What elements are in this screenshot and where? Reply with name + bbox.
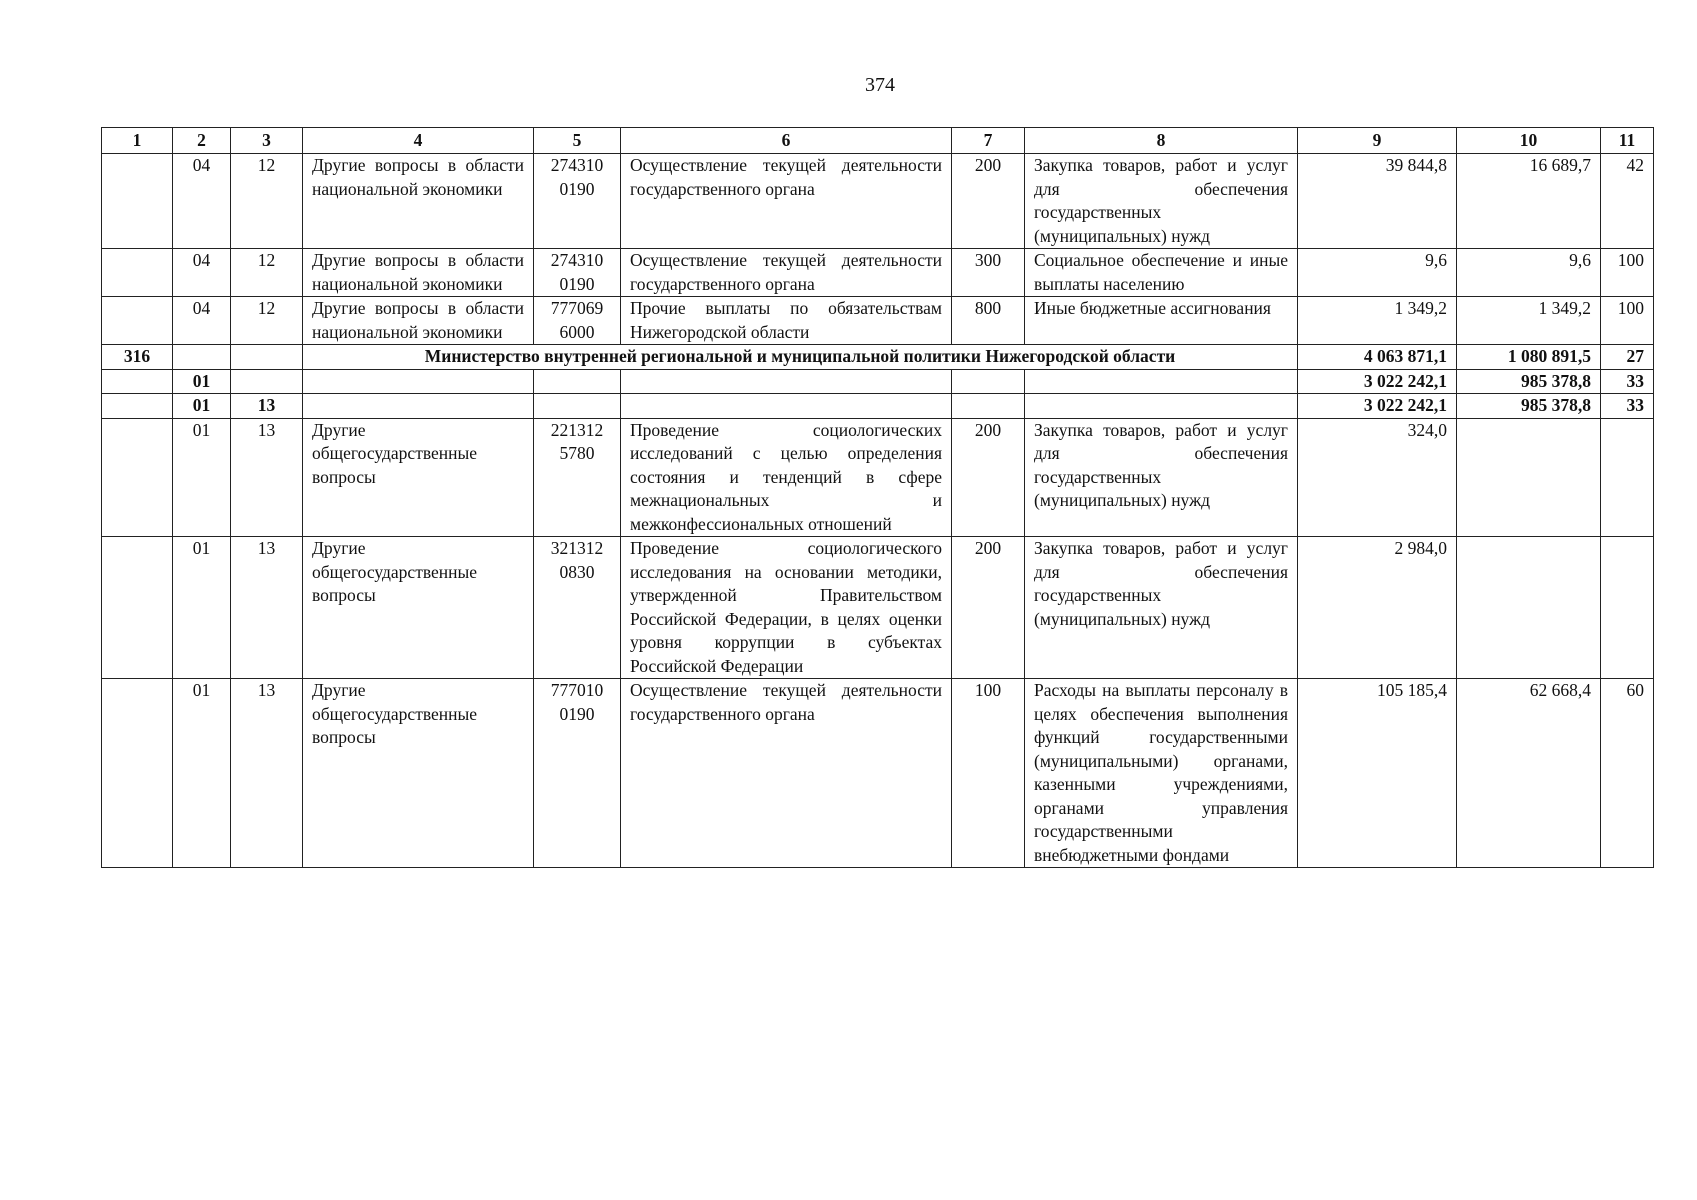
code-part: 0190 bbox=[559, 273, 595, 294]
cell-plan: 3 022 242,1 bbox=[1298, 369, 1457, 394]
code-part: 321312 bbox=[550, 538, 604, 558]
cell-expense-name: Закупка товаров, работ и услуг для обеспечения государственных (муниципальных) нужд bbox=[1025, 418, 1298, 537]
table-row bbox=[102, 418, 1654, 537]
cell-empty bbox=[173, 345, 231, 370]
cell-section: 01 bbox=[173, 369, 231, 394]
cell-section: 04 bbox=[173, 249, 231, 297]
cell-empty bbox=[534, 369, 621, 394]
cell-actual: 985 378,8 bbox=[1457, 369, 1601, 394]
column-header: 5 bbox=[534, 128, 621, 154]
table-row bbox=[102, 249, 1654, 297]
column-header: 1 bbox=[102, 128, 173, 154]
page-number: 374 bbox=[865, 74, 895, 96]
cell-c1 bbox=[102, 418, 173, 537]
cell-target-code bbox=[534, 537, 621, 679]
cell-ministry-code: 316 bbox=[102, 345, 173, 370]
cell-section: 01 bbox=[173, 394, 231, 419]
code-part: 6000 bbox=[559, 321, 595, 342]
cell-expense-code: 200 bbox=[952, 154, 1025, 249]
cell-empty bbox=[1025, 369, 1298, 394]
column-header: 8 bbox=[1025, 128, 1298, 154]
header-row bbox=[102, 128, 1654, 154]
cell-expense-name: Закупка товаров, работ и услуг для обеспечения государственных (муниципальных) нужд bbox=[1025, 154, 1298, 249]
cell-plan: 2 984,0 bbox=[1298, 537, 1457, 679]
cell-section: 01 bbox=[173, 418, 231, 537]
cell-expense-name: Закупка товаров, работ и услуг для обеспечения государственных (муниципальных) нужд bbox=[1025, 537, 1298, 679]
cell-subsection: 13 bbox=[231, 394, 303, 419]
cell-plan: 3 022 242,1 bbox=[1298, 394, 1457, 419]
code-part: 5780 bbox=[559, 443, 595, 463]
budget-table bbox=[101, 127, 1654, 868]
cell-subsection: 12 bbox=[231, 297, 303, 345]
cell-empty bbox=[534, 394, 621, 419]
code-part: 274310 bbox=[550, 155, 604, 175]
code-part: 0190 bbox=[559, 178, 595, 199]
cell-target-name: Прочие выплаты по обязательствам Нижегородской области bbox=[621, 297, 952, 345]
cell-section: 01 bbox=[173, 537, 231, 679]
cell-target-name: Проведение социологического исследования на основании методики, утвержденной Правительством Российской Федерации, в целях оценки уровня коррупции в субъектах Российской Федерации bbox=[621, 537, 952, 679]
cell-actual: 62 668,4 bbox=[1457, 679, 1601, 868]
cell-c1 bbox=[102, 154, 173, 249]
column-header: 4 bbox=[303, 128, 534, 154]
cell-subsection: 12 bbox=[231, 249, 303, 297]
code-part: 0190 bbox=[559, 703, 595, 724]
cell-percent: 100 bbox=[1601, 249, 1654, 297]
code-part: 274310 bbox=[550, 250, 604, 270]
code-part: 221312 bbox=[550, 419, 604, 440]
subsection-total-row bbox=[102, 394, 1654, 419]
cell-percent bbox=[1601, 537, 1654, 679]
cell-expense-code: 100 bbox=[952, 679, 1025, 868]
cell-subsection: 13 bbox=[231, 537, 303, 679]
cell-empty bbox=[102, 369, 173, 394]
cell-target-name: Осуществление текущей деятельности государственного органа bbox=[621, 249, 952, 297]
column-header: 11 bbox=[1601, 128, 1654, 154]
cell-section-name: Другие вопросы в области национальной экономики bbox=[303, 154, 534, 249]
cell-actual: 16 689,7 bbox=[1457, 154, 1601, 249]
cell-target-name: Проведение социологических исследований с целью определения состояния и тенденций в сфере межнациональных и межконфессиональных отношений bbox=[621, 418, 952, 537]
cell-target-name: Осуществление текущей деятельности государственного органа bbox=[621, 679, 952, 868]
cell-c1 bbox=[102, 537, 173, 679]
cell-actual: 9,6 bbox=[1457, 249, 1601, 297]
cell-percent: 33 bbox=[1601, 394, 1654, 419]
code-part: 777010 bbox=[550, 680, 604, 700]
cell-c1 bbox=[102, 679, 173, 868]
cell-section: 01 bbox=[173, 679, 231, 868]
cell-target-name: Осуществление текущей деятельности государственного органа bbox=[621, 154, 952, 249]
cell-plan: 9,6 bbox=[1298, 249, 1457, 297]
cell-empty bbox=[231, 345, 303, 370]
cell-actual: 1 349,2 bbox=[1457, 297, 1601, 345]
cell-empty bbox=[952, 369, 1025, 394]
cell-expense-code: 200 bbox=[952, 537, 1025, 679]
column-header: 3 bbox=[231, 128, 303, 154]
cell-plan: 1 349,2 bbox=[1298, 297, 1457, 345]
cell-expense-code: 800 bbox=[952, 297, 1025, 345]
column-header: 9 bbox=[1298, 128, 1457, 154]
cell-plan: 39 844,8 bbox=[1298, 154, 1457, 249]
table-row bbox=[102, 154, 1654, 249]
cell-expense-name: Социальное обеспечение и иные выплаты населению bbox=[1025, 249, 1298, 297]
cell-plan: 324,0 bbox=[1298, 418, 1457, 537]
section-total-row bbox=[102, 369, 1654, 394]
cell-plan: 4 063 871,1 bbox=[1298, 345, 1457, 370]
cell-target-code bbox=[534, 297, 621, 345]
cell-section-name: Другие общегосударственные вопросы bbox=[303, 537, 534, 679]
column-header: 10 bbox=[1457, 128, 1601, 154]
cell-target-code bbox=[534, 249, 621, 297]
cell-actual: 985 378,8 bbox=[1457, 394, 1601, 419]
cell-percent bbox=[1601, 418, 1654, 537]
column-header: 2 bbox=[173, 128, 231, 154]
cell-section-name: Другие общегосударственные вопросы bbox=[303, 418, 534, 537]
cell-empty bbox=[303, 394, 534, 419]
cell-subsection bbox=[231, 369, 303, 394]
cell-empty bbox=[102, 394, 173, 419]
cell-subsection: 13 bbox=[231, 679, 303, 868]
cell-expense-name: Расходы на выплаты персоналу в целях обеспечения выполнения функций государственными (муниципальными) органами, казенными учреждениями, органами управления государственными внебюджетными фондами bbox=[1025, 679, 1298, 868]
ministry-row bbox=[102, 345, 1654, 370]
cell-section-name: Другие общегосударственные вопросы bbox=[303, 679, 534, 868]
cell-expense-name: Иные бюджетные ассигнования bbox=[1025, 297, 1298, 345]
cell-empty bbox=[621, 394, 952, 419]
cell-actual: 1 080 891,5 bbox=[1457, 345, 1601, 370]
cell-expense-code: 300 bbox=[952, 249, 1025, 297]
cell-c1 bbox=[102, 249, 173, 297]
cell-empty bbox=[303, 369, 534, 394]
cell-subsection: 12 bbox=[231, 154, 303, 249]
table-row bbox=[102, 297, 1654, 345]
cell-section: 04 bbox=[173, 154, 231, 249]
cell-section-name: Другие вопросы в области национальной экономики bbox=[303, 249, 534, 297]
cell-percent: 33 bbox=[1601, 369, 1654, 394]
cell-expense-code: 200 bbox=[952, 418, 1025, 537]
cell-target-code bbox=[534, 679, 621, 868]
code-part: 777069 bbox=[550, 298, 604, 318]
cell-empty bbox=[1025, 394, 1298, 419]
cell-subsection: 13 bbox=[231, 418, 303, 537]
column-header: 6 bbox=[621, 128, 952, 154]
cell-section-name: Другие вопросы в области национальной экономики bbox=[303, 297, 534, 345]
table-row bbox=[102, 537, 1654, 679]
cell-c1 bbox=[102, 297, 173, 345]
cell-ministry-name: Министерство внутренней региональной и муниципальной политики Нижегородской области bbox=[303, 345, 1298, 370]
cell-empty bbox=[621, 369, 952, 394]
cell-percent: 100 bbox=[1601, 297, 1654, 345]
cell-actual bbox=[1457, 418, 1601, 537]
code-part: 0830 bbox=[559, 561, 595, 582]
cell-percent: 42 bbox=[1601, 154, 1654, 249]
cell-section: 04 bbox=[173, 297, 231, 345]
table-row bbox=[102, 679, 1654, 868]
cell-target-code bbox=[534, 418, 621, 537]
column-header: 7 bbox=[952, 128, 1025, 154]
cell-empty bbox=[952, 394, 1025, 419]
cell-percent: 27 bbox=[1601, 345, 1654, 370]
cell-actual bbox=[1457, 537, 1601, 679]
cell-percent: 60 bbox=[1601, 679, 1654, 868]
cell-target-code bbox=[534, 154, 621, 249]
cell-plan: 105 185,4 bbox=[1298, 679, 1457, 868]
